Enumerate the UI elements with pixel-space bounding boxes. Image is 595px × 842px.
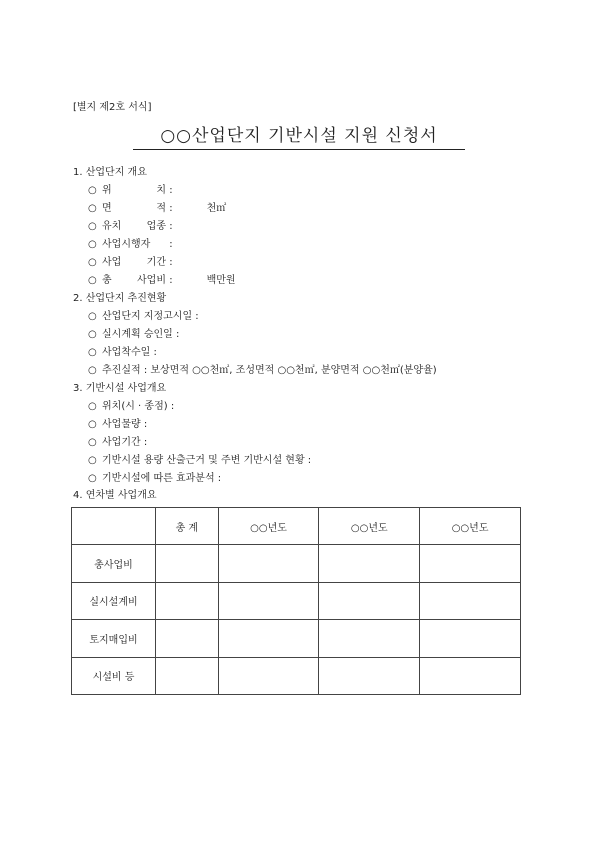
table-cell[interactable] xyxy=(218,545,319,583)
annual-plan-table xyxy=(71,507,521,695)
table-cell[interactable] xyxy=(156,545,219,583)
bullet-icon: ○ xyxy=(88,257,97,268)
section2-item: ○ 산업단지 지정고시일 : xyxy=(88,311,199,322)
section3-item: ○ 위치(시 · 종점) : xyxy=(88,401,175,412)
bullet-icon: ○ xyxy=(88,455,97,466)
table-row xyxy=(72,582,521,620)
table-row xyxy=(72,545,521,583)
section1-item-budget: ○ 총 사업비 : 백만원 xyxy=(88,275,236,286)
section2-item: ○ 추진실적 : 보상면적 ○○천㎡, 조성면적 ○○천㎡, 분양면적 ○○천㎡(분양율) xyxy=(88,365,437,376)
section1-item-industry: ○ 유치 업종 : xyxy=(88,221,173,232)
bullet-icon: ○ xyxy=(88,473,97,484)
section3-item: ○ 사업기간 : xyxy=(88,437,148,448)
section3-heading: 3. 기반시설 사업개요 xyxy=(73,383,167,394)
row-header: 시설비 등 xyxy=(72,657,156,695)
section1-heading: 1. 산업단지 개요 xyxy=(73,167,147,178)
table-header-row xyxy=(72,508,521,545)
table-cell[interactable] xyxy=(156,657,219,695)
column-header-year: ○○년도 xyxy=(218,508,319,545)
form-number: [별지 제2호 서식] xyxy=(73,102,152,113)
bullet-icon: ○ xyxy=(88,437,97,448)
table-cell[interactable] xyxy=(218,657,319,695)
section4-heading: 4. 연차별 사업개요 xyxy=(73,490,157,501)
section1-item-period: ○ 사업 기간 : xyxy=(88,257,173,268)
column-header-total: 총 계 xyxy=(156,508,219,545)
section2-item: ○ 사업착수일 : xyxy=(88,347,157,358)
bullet-icon: ○ xyxy=(88,329,97,340)
bullet-icon: ○ xyxy=(88,221,97,232)
table-cell[interactable] xyxy=(319,657,420,695)
document-title: ○○산업단지 기반시설 지원 신청서 xyxy=(133,121,465,150)
bullet-icon: ○ xyxy=(88,365,97,376)
row-header: 실시설계비 xyxy=(72,582,156,620)
section1-item-operator: ○ 사업시행자 : xyxy=(88,239,173,250)
table-cell[interactable] xyxy=(420,545,521,583)
section3-item: ○ 기반시설에 따른 효과분석 : xyxy=(88,473,222,484)
row-header: 총사업비 xyxy=(72,545,156,583)
row-header: 토지매입비 xyxy=(72,620,156,658)
table-cell[interactable] xyxy=(218,582,319,620)
table-cell[interactable] xyxy=(420,620,521,658)
bullet-icon: ○ xyxy=(88,203,97,214)
table-cell[interactable] xyxy=(156,620,219,658)
table-corner-cell xyxy=(72,508,156,545)
section1-item-location: ○ 위 치 : xyxy=(88,185,173,196)
bullet-icon: ○ xyxy=(88,419,97,430)
table-row xyxy=(72,620,521,658)
table-cell[interactable] xyxy=(420,582,521,620)
bullet-icon: ○ xyxy=(88,401,97,412)
section3-item: ○ 기반시설 용량 산출근거 및 주변 기반시설 현황 : xyxy=(88,455,312,466)
bullet-icon: ○ xyxy=(88,275,97,286)
column-header-year: ○○년도 xyxy=(319,508,420,545)
table-row xyxy=(72,657,521,695)
column-header-year: ○○년도 xyxy=(420,508,521,545)
table-cell[interactable] xyxy=(156,582,219,620)
bullet-icon: ○ xyxy=(88,311,97,322)
table-cell[interactable] xyxy=(319,545,420,583)
table-cell[interactable] xyxy=(319,620,420,658)
section2-item: ○ 실시계획 승인일 : xyxy=(88,329,180,340)
bullet-icon: ○ xyxy=(88,347,97,358)
section2-heading: 2. 산업단지 추진현황 xyxy=(73,293,167,304)
table-cell[interactable] xyxy=(319,582,420,620)
table-cell[interactable] xyxy=(420,657,521,695)
bullet-icon: ○ xyxy=(88,239,97,250)
section1-item-area: ○ 면 적 : 천㎡ xyxy=(88,203,227,214)
section3-item: ○ 사업물량 : xyxy=(88,419,148,430)
table-cell[interactable] xyxy=(218,620,319,658)
bullet-icon: ○ xyxy=(88,185,97,196)
